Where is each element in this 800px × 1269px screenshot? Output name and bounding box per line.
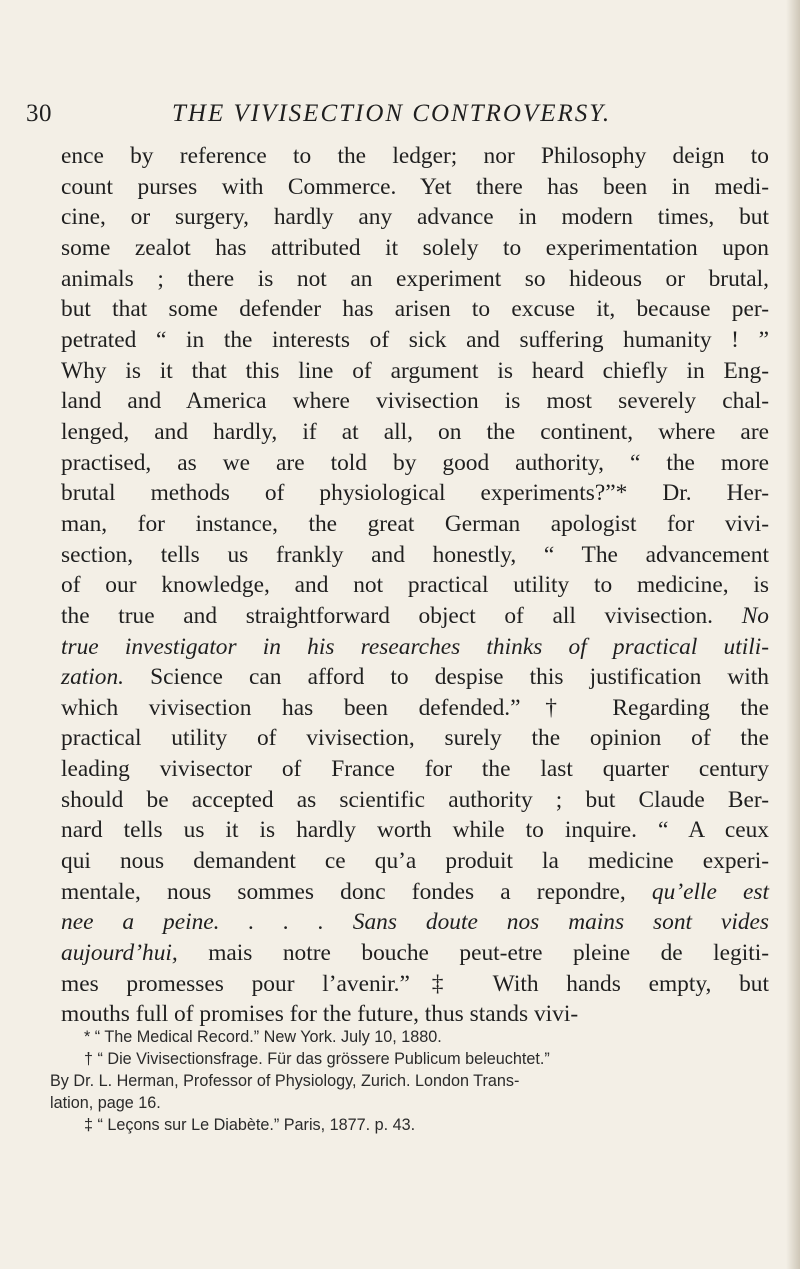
text-line xyxy=(61,540,769,571)
text-line xyxy=(61,417,769,448)
text-segment: man, for instance, the great German apologist for vivi- xyxy=(61,510,769,537)
italic-text: zation. xyxy=(61,664,125,691)
text-segment: nard tells us it is hardly worth while to inquire. “ A ceux xyxy=(61,817,769,844)
text-line xyxy=(61,723,769,754)
text-line xyxy=(61,570,769,601)
italic-text: true investigator in his researches thinks of practical utili- xyxy=(61,633,769,660)
text-line xyxy=(61,141,769,172)
text-line xyxy=(61,907,769,938)
text-segment: mes promesses pour l’avenir.”‡ With hands empty, but xyxy=(61,970,769,997)
text-line xyxy=(61,693,769,724)
text-segment: count purses with Commerce. Yet there has been in medi- xyxy=(61,173,769,200)
text-segment: should be accepted as scientific authority ; but Claude Ber- xyxy=(61,786,769,813)
italic-text: nee a peine. . . . Sans doute nos mains sont vides xyxy=(61,909,769,936)
text-segment: qui nous demandent ce qu’a produit la medicine experi- xyxy=(61,848,769,875)
text-line xyxy=(61,969,769,1000)
text-line xyxy=(61,846,769,877)
text-segment: of our knowledge, and not practical utility to medicine, is xyxy=(61,572,769,599)
text-segment: but that some defender has arisen to excuse it, because per- xyxy=(61,296,769,323)
text-line xyxy=(61,264,769,295)
text-line xyxy=(61,938,769,969)
text-line xyxy=(61,632,769,663)
text-segment: the true and straightforward object of all vivisection. xyxy=(61,602,742,629)
page-header xyxy=(26,100,786,136)
text-segment: brutal methods of physiological experiments?”* Dr. Her- xyxy=(61,480,769,507)
text-line xyxy=(61,233,769,264)
page-number: 30 xyxy=(26,100,52,127)
text-line xyxy=(61,662,769,693)
text-segment: practised, as we are told by good authority, “ the more xyxy=(61,449,769,476)
text-line xyxy=(61,478,769,509)
footnote-line: † “ Die Vivisectionsfrage. Für das grössere Publicum beleuchtet.” xyxy=(84,1050,550,1068)
running-head: THE VIVISECTION CONTROVERSY. xyxy=(172,100,612,127)
text-segment: Science can afford to despise this justification with xyxy=(124,664,769,691)
page-edge-shadow xyxy=(786,0,800,1269)
text-segment: mais notre bouche peut-etre pleine de legiti- xyxy=(177,940,769,967)
text-line xyxy=(61,754,769,785)
italic-text: qu’elle est xyxy=(651,878,769,905)
footnote-line: ‡ “ Leçons sur Le Diabète.” Paris, 1877. p. 43. xyxy=(84,1116,416,1134)
text-line xyxy=(61,601,769,632)
text-segment: some zealot has attributed it solely to experimentation upon xyxy=(61,234,769,261)
text-segment: lenged, and hardly, if at all, on the continent, where are xyxy=(61,418,769,445)
footnotes xyxy=(50,1026,774,1136)
italic-text: aujourd’hui, xyxy=(61,940,178,967)
text-segment: petrated “ in the interests of sick and suffering humanity ! ” xyxy=(61,326,769,353)
footnote-line: lation, page 16. xyxy=(50,1094,161,1112)
text-segment: cine, or surgery, hardly any advance in modern times, but xyxy=(61,204,769,231)
text-segment: land and America where vivisection is most severely chal- xyxy=(61,388,769,415)
text-segment: ence by reference to the ledger; nor Philosophy deign to xyxy=(61,143,769,169)
text-line xyxy=(61,356,769,387)
text-segment: mouths full of promises for the future, thus stands vivi- xyxy=(61,1001,579,1028)
text-segment: Why is it that this line of argument is heard chiefly in Eng- xyxy=(61,357,769,384)
footnote-line: * “ The Medical Record.” New York. July 10, 1880. xyxy=(84,1028,442,1046)
text-segment: leading vivisector of France for the last quarter century xyxy=(61,756,769,783)
text-segment: which vivisection has been defended.”† Regarding the xyxy=(61,694,769,721)
text-line xyxy=(61,202,769,233)
text-line xyxy=(61,172,769,203)
text-segment: section, tells us frankly and honestly, “ The advancement xyxy=(61,541,769,568)
text-line xyxy=(61,294,769,325)
text-line xyxy=(61,815,769,846)
footnote-line: By Dr. L. Herman, Professor of Physiology, Zurich. London Trans- xyxy=(50,1072,520,1090)
text-line xyxy=(61,386,769,417)
text-line xyxy=(61,785,769,816)
italic-text: No xyxy=(741,602,769,629)
text-line xyxy=(61,448,769,479)
text-line xyxy=(61,509,769,540)
text-line xyxy=(61,325,769,356)
body-text xyxy=(61,141,769,1030)
text-segment: practical utility of vivisection, surely the opinion of the xyxy=(61,725,769,752)
text-segment: mentale, nous sommes donc fondes a repondre, xyxy=(61,878,652,905)
text-line xyxy=(61,877,769,908)
text-segment: animals ; there is not an experiment so hideous or brutal, xyxy=(61,265,769,292)
